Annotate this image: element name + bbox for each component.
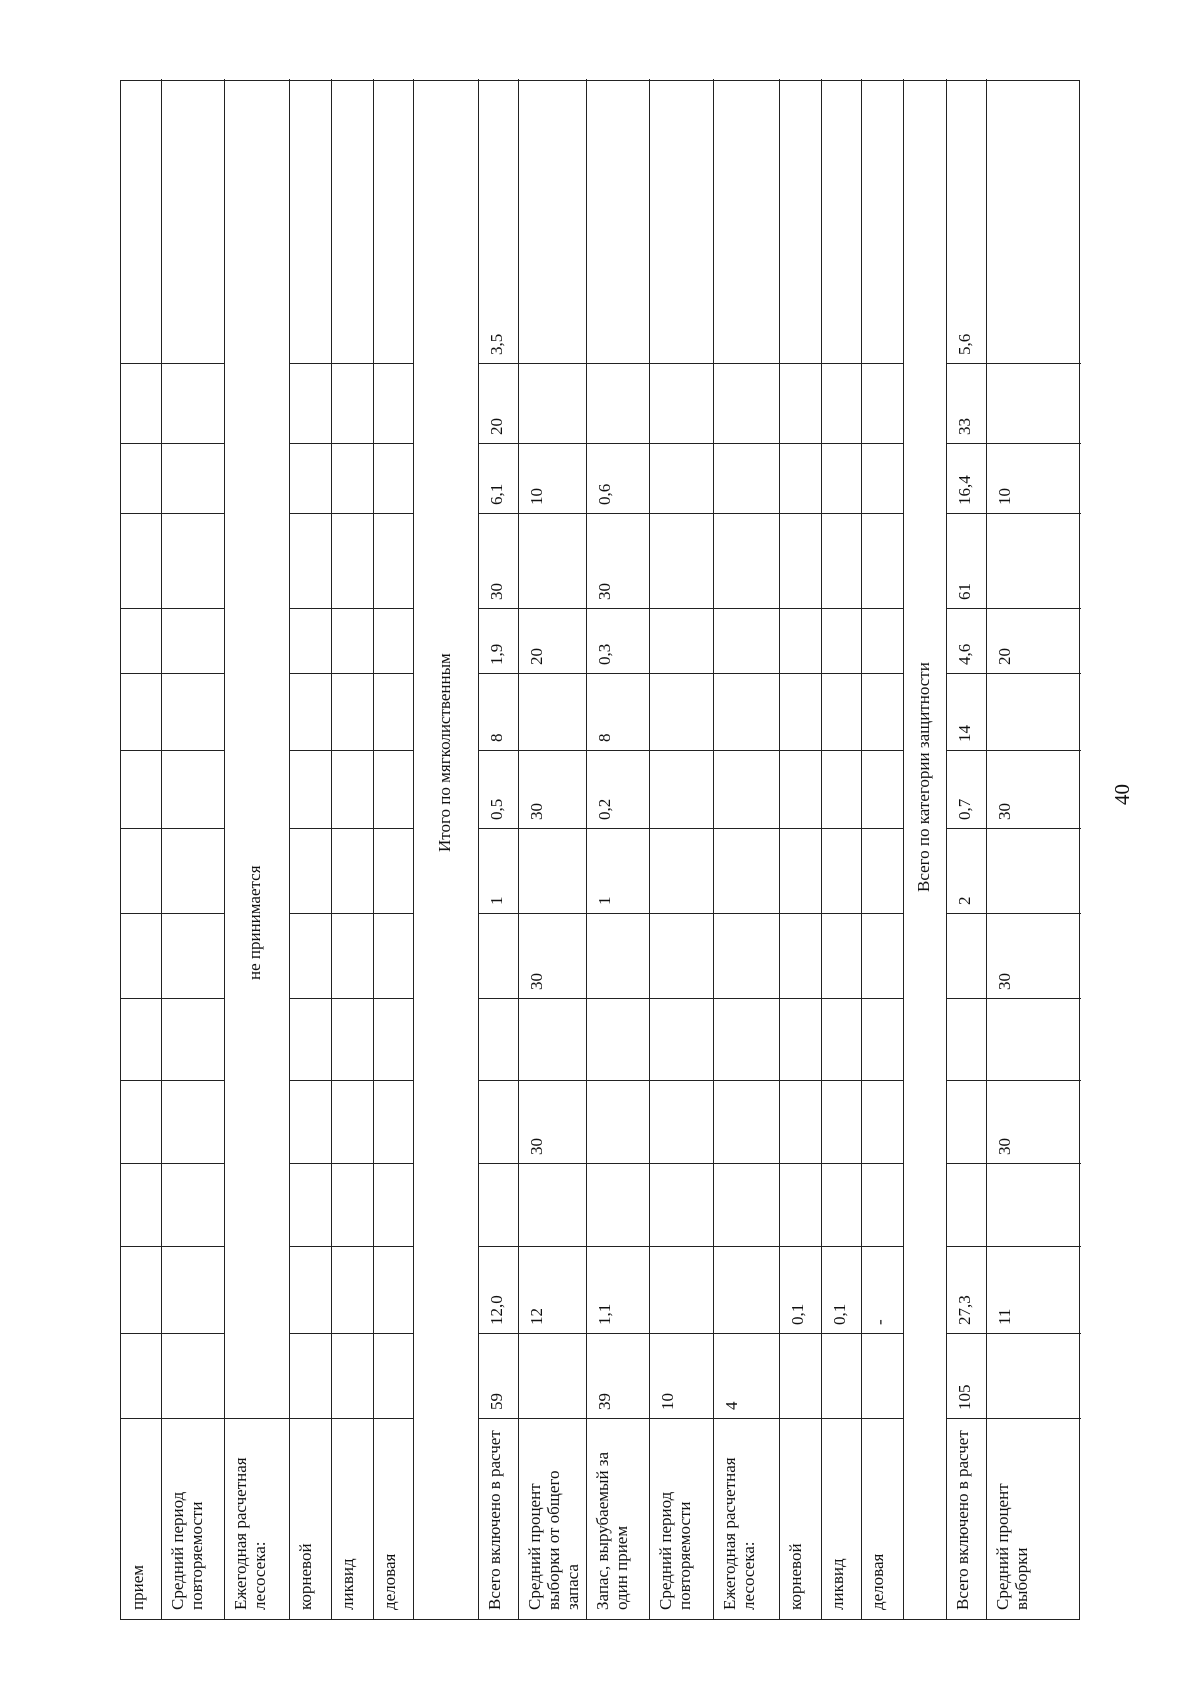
column-divider	[946, 443, 1081, 444]
table-cell: 30	[995, 803, 1014, 820]
column-divider	[121, 1163, 224, 1164]
row-label: Средний процент выборки	[993, 1483, 1031, 1610]
row-divider	[161, 79, 162, 1619]
column-divider	[946, 750, 1081, 751]
data-table	[120, 80, 1080, 1620]
table-cell: 1	[487, 896, 506, 905]
column-divider	[289, 1163, 413, 1164]
row-label: Запас, вырубаемый за один прием	[593, 1451, 631, 1610]
column-divider	[121, 1333, 224, 1334]
row-label: Ежегодная расчетная лесосека:	[720, 1457, 758, 1610]
column-divider	[121, 998, 224, 999]
column-divider	[946, 1418, 1081, 1419]
row-divider	[946, 79, 947, 1619]
column-divider	[289, 828, 413, 829]
column-divider	[478, 828, 903, 829]
table-cell: 10	[658, 1393, 677, 1410]
table-cell: 1,1	[595, 1303, 614, 1325]
row-label: ликвид	[828, 1558, 847, 1610]
row-divider	[713, 79, 714, 1619]
column-divider	[478, 673, 903, 674]
table-cell: 0,6	[595, 483, 614, 505]
merged-note: не принимается	[245, 865, 264, 980]
page-number: 40	[1110, 784, 1134, 805]
table-cell: 1	[595, 896, 614, 905]
column-divider	[121, 608, 224, 609]
table-cell: 11	[995, 1308, 1014, 1325]
table-cell: 59	[487, 1393, 506, 1410]
table-cell: 30	[487, 583, 506, 600]
row-divider	[586, 79, 587, 1619]
column-divider	[289, 1333, 413, 1334]
table-cell: 6,1	[487, 483, 506, 505]
column-divider	[289, 750, 413, 751]
table-cell: 20	[995, 648, 1014, 665]
table-cell: 0,1	[788, 1303, 807, 1325]
column-divider	[121, 1246, 224, 1247]
column-divider	[121, 1080, 224, 1081]
table-cell: 8	[595, 733, 614, 742]
row-divider	[331, 79, 332, 1619]
column-divider	[478, 513, 903, 514]
table-cell: 4,6	[955, 643, 974, 665]
row-divider	[289, 79, 290, 1619]
column-divider	[289, 363, 413, 364]
table-cell: 105	[955, 1384, 974, 1410]
table-cell: 20	[487, 418, 506, 435]
column-divider	[946, 608, 1081, 609]
row-label: прием	[128, 1565, 147, 1610]
column-divider	[121, 1418, 413, 1419]
row-divider	[373, 79, 374, 1619]
column-divider	[946, 513, 1081, 514]
table-cell: 12	[527, 1308, 546, 1325]
row-label: корневой	[786, 1543, 805, 1610]
table-cell: 10	[995, 488, 1014, 505]
rotated-page-content	[120, 80, 1134, 1620]
table-cell: 30	[527, 1138, 546, 1155]
row-divider	[779, 79, 780, 1619]
column-divider	[478, 608, 903, 609]
row-divider	[413, 79, 414, 1619]
table-cell: 0,1	[830, 1303, 849, 1325]
table-cell: 0,7	[955, 798, 974, 820]
column-divider	[946, 998, 1081, 999]
table-cell: 10	[527, 488, 546, 505]
column-divider	[121, 363, 224, 364]
row-divider	[903, 79, 904, 1619]
column-divider	[478, 1246, 903, 1247]
table-cell: 20	[527, 648, 546, 665]
table-cell: 1,9	[487, 643, 506, 665]
table-cell: -	[870, 1319, 889, 1325]
row-divider	[649, 79, 650, 1619]
row-label: корневой	[296, 1543, 315, 1610]
column-divider	[478, 443, 903, 444]
column-divider	[946, 1080, 1081, 1081]
table-cell: 8	[487, 733, 506, 742]
row-divider	[478, 79, 479, 1619]
table-cell: 33	[955, 418, 974, 435]
row-label: Всего включено в расчет	[485, 1430, 504, 1610]
table-cell: 2	[955, 896, 974, 905]
column-divider	[946, 363, 1081, 364]
row-divider	[821, 79, 822, 1619]
table-cell: 30	[995, 1138, 1014, 1155]
table-cell: 30	[527, 973, 546, 990]
column-divider	[478, 913, 903, 914]
table-cell: 0,2	[595, 798, 614, 820]
column-divider	[946, 1163, 1081, 1164]
row-label: Средний период повторяемости	[168, 1491, 206, 1610]
column-divider	[121, 513, 224, 514]
table-cell: 5,6	[955, 333, 974, 355]
section-header: Итого по мягколиственным	[435, 645, 455, 860]
row-label: ликвид	[338, 1558, 357, 1610]
column-divider	[121, 750, 224, 751]
table-cell: 3,5	[487, 333, 506, 355]
table-cell: 30	[995, 973, 1014, 990]
table-cell: 14	[955, 725, 974, 742]
column-divider	[946, 1333, 1081, 1334]
table-cell: 61	[955, 583, 974, 600]
column-divider	[289, 1080, 413, 1081]
row-divider	[518, 79, 519, 1619]
column-divider	[289, 1246, 413, 1247]
column-divider	[478, 750, 903, 751]
column-divider	[478, 1163, 903, 1164]
column-divider	[289, 513, 413, 514]
row-label: Всего включено в расчет	[953, 1430, 972, 1610]
column-divider	[946, 1246, 1081, 1247]
column-divider	[289, 673, 413, 674]
column-divider	[478, 363, 903, 364]
table-cell: 30	[527, 803, 546, 820]
column-divider	[946, 673, 1081, 674]
column-divider	[121, 913, 224, 914]
row-label: Средний процент выборки от общего запаса	[525, 1470, 582, 1610]
column-divider	[478, 1333, 903, 1334]
table-cell: 12,0	[487, 1295, 506, 1325]
row-label: деловая	[868, 1553, 887, 1610]
column-divider	[289, 608, 413, 609]
table-cell: 30	[595, 583, 614, 600]
row-label: Ежегодная расчетная лесосека:	[231, 1457, 269, 1610]
row-divider	[986, 79, 987, 1619]
row-divider	[861, 79, 862, 1619]
column-divider	[289, 998, 413, 999]
column-divider	[478, 1418, 903, 1419]
column-divider	[121, 673, 224, 674]
table-cell: 39	[595, 1393, 614, 1410]
table-cell: 16,4	[955, 475, 974, 505]
column-divider	[121, 828, 224, 829]
column-divider	[478, 1080, 903, 1081]
table-cell: 4	[722, 1401, 741, 1410]
column-divider	[289, 913, 413, 914]
row-label: Средний период повторяемости	[656, 1491, 694, 1610]
column-divider	[946, 828, 1081, 829]
row-label: деловая	[380, 1553, 399, 1610]
table-cell: 27,3	[955, 1295, 974, 1325]
column-divider	[946, 913, 1081, 914]
section-header: Всего по категории защитности	[914, 654, 934, 900]
column-divider	[121, 443, 224, 444]
table-cell: 0,5	[487, 798, 506, 820]
row-divider	[224, 79, 225, 1619]
table-cell: 0,3	[595, 643, 614, 665]
column-divider	[289, 443, 413, 444]
column-divider	[478, 998, 903, 999]
